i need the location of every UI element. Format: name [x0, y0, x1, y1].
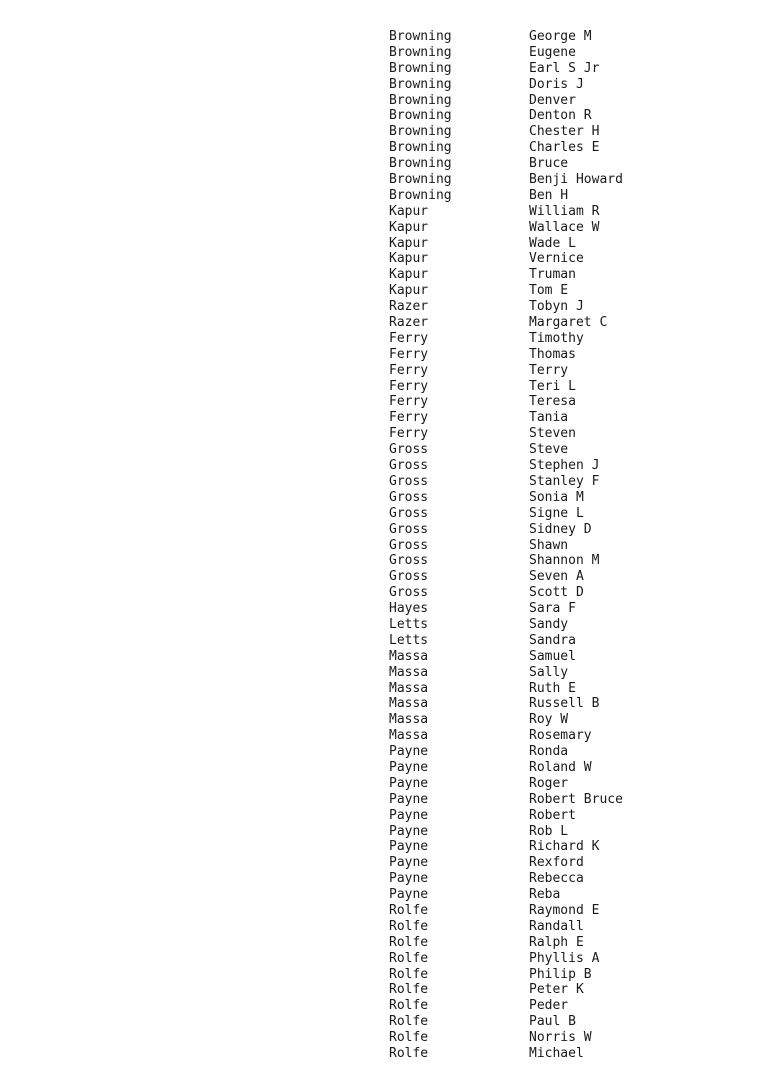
surname-text: Massa — [389, 680, 429, 696]
given-name-text: Robert — [529, 807, 576, 823]
surname-text: Rolfe — [389, 998, 429, 1014]
surname-text: Massa — [389, 728, 429, 744]
surname-text: Payne — [389, 807, 429, 823]
surname-text: Browning — [389, 44, 452, 60]
given-name-text: Richard K — [529, 839, 600, 855]
given-name-text: Raymond E — [529, 902, 600, 918]
given-name-text: Robert Bruce — [529, 791, 623, 807]
given-name-text: Randall — [529, 918, 584, 934]
surname-text: Browning — [389, 172, 452, 188]
given-name-text: Rebecca — [529, 871, 584, 887]
surname-text: Ferry — [389, 362, 429, 378]
surname-text: Massa — [389, 712, 429, 728]
surname-text: Browning — [389, 60, 452, 76]
given-name-text: Steve — [529, 442, 569, 458]
surname-text: Letts — [389, 632, 429, 648]
given-name-text: Steven — [529, 426, 576, 442]
surname-text: Gross — [389, 553, 429, 569]
surname-text: Kapur — [389, 251, 429, 267]
given-name-text: Stephen J — [529, 458, 600, 474]
given-name-text: Rosemary — [529, 728, 592, 744]
surname-text: Ferry — [389, 426, 429, 442]
surname-text: Kapur — [389, 283, 429, 299]
given-name-text: Sonia M — [529, 489, 584, 505]
surname-text: Ferry — [389, 330, 429, 346]
given-name-text: Doris J — [529, 76, 584, 92]
surname-text: Massa — [389, 664, 429, 680]
surname-text: Gross — [389, 505, 429, 521]
surname-text: Gross — [389, 569, 429, 585]
surname-text: Rolfe — [389, 966, 429, 982]
surname-text: Ferry — [389, 378, 429, 394]
given-name-text: Sara F — [529, 601, 576, 617]
surname-text: Payne — [389, 855, 429, 871]
given-name-text: Signe L — [529, 505, 584, 521]
given-name-text: Terry — [529, 362, 569, 378]
given-name-text: Phyllis A — [529, 950, 600, 966]
surname-text: Payne — [389, 775, 429, 791]
given-name-text: Teri L — [529, 378, 576, 394]
given-name-text: Michael — [529, 1046, 584, 1061]
given-name-text: Seven A — [529, 569, 584, 585]
given-name-text: Ben H — [529, 187, 569, 203]
given-name-text: Ronda — [529, 744, 569, 760]
given-name-text: Peder — [529, 998, 569, 1014]
given-name-text: Eugene — [529, 44, 576, 60]
surname-text: Browning — [389, 156, 452, 172]
given-name-text: Wallace W — [529, 219, 600, 235]
given-name-text: Sandra — [529, 632, 576, 648]
surname-text: Gross — [389, 442, 429, 458]
surname-text: Payne — [389, 871, 429, 887]
surname-text: Kapur — [389, 235, 429, 251]
surname-text: Payne — [389, 744, 429, 760]
given-name-text: Stanley F — [529, 473, 600, 489]
surname-text: Kapur — [389, 203, 429, 219]
surname-text: Ferry — [389, 410, 429, 426]
given-name-text: Paul B — [529, 1014, 576, 1030]
given-name-text: Wade L — [529, 235, 576, 251]
surname-text: Letts — [389, 616, 429, 632]
surname-text: Payne — [389, 791, 429, 807]
given-name-text: Philip B — [529, 966, 592, 982]
surname-text: Payne — [389, 839, 429, 855]
given-name-text: Norris W — [529, 1030, 592, 1046]
surname-text: Rolfe — [389, 950, 429, 966]
given-name-text: Ruth E — [529, 680, 576, 696]
given-name-text: Scott D — [529, 585, 584, 601]
surname-text: Payne — [389, 823, 429, 839]
given-name-text: Vernice — [529, 251, 584, 267]
surname-text: Gross — [389, 489, 429, 505]
given-name-text: Benji Howard — [529, 172, 623, 188]
surname-text: Browning — [389, 108, 452, 124]
given-name-text: Timothy — [529, 330, 584, 346]
surname-text: Kapur — [389, 219, 429, 235]
given-name-text: Chester H — [529, 124, 600, 140]
given-name-text: Rexford — [529, 855, 584, 871]
surname-text: Browning — [389, 140, 452, 156]
surname-text: Ferry — [389, 394, 429, 410]
surname-text: Rolfe — [389, 982, 429, 998]
given-name-text: Tom E — [529, 283, 569, 299]
given-name-text: Ralph E — [529, 934, 584, 950]
given-name-text: Sidney D — [529, 521, 592, 537]
given-name-text: Truman — [529, 267, 576, 283]
surname-text: Rolfe — [389, 902, 429, 918]
surname-text: Rolfe — [389, 934, 429, 950]
given-name-text: Russell B — [529, 696, 600, 712]
given-name-text: Margaret C — [529, 315, 608, 331]
surname-text: Rolfe — [389, 1014, 429, 1030]
surname-text: Gross — [389, 537, 429, 553]
surname-text: Browning — [389, 187, 452, 203]
surname-text: Browning — [389, 76, 452, 92]
given-name-text: Shannon M — [529, 553, 600, 569]
given-name-text: Peter K — [529, 982, 584, 998]
given-name-text: Sally — [529, 664, 569, 680]
given-name-text: Roland W — [529, 759, 592, 775]
surname-text: Razer — [389, 299, 429, 315]
surname-text: Gross — [389, 458, 429, 474]
given-name-text: Denver — [529, 92, 576, 108]
surname-text: Rolfe — [389, 1030, 429, 1046]
given-name-text: Tobyn J — [529, 299, 584, 315]
surname-text: Rolfe — [389, 918, 429, 934]
surname-text: Hayes — [389, 601, 429, 617]
given-name-text: Teresa — [529, 394, 576, 410]
surname-text: Razer — [389, 315, 429, 331]
surname-text: Rolfe — [389, 1046, 429, 1061]
surname-text: Gross — [389, 585, 429, 601]
given-name-text: Tania — [529, 410, 569, 426]
surname-text: Browning — [389, 29, 452, 44]
surname-text: Gross — [389, 521, 429, 537]
given-name-text: Reba — [529, 887, 561, 903]
given-name-text: Sandy — [529, 616, 569, 632]
surname-text: Browning — [389, 124, 452, 140]
given-name-text: Denton R — [529, 108, 592, 124]
given-name-text: Thomas — [529, 346, 576, 362]
surname-text: Ferry — [389, 346, 429, 362]
given-name-text: George M — [529, 29, 592, 44]
given-name-text: Roger — [529, 775, 569, 791]
given-name-text: Roy W — [529, 712, 569, 728]
surname-text: Browning — [389, 92, 452, 108]
surname-text: Gross — [389, 473, 429, 489]
given-name-text: Earl S Jr — [529, 60, 600, 76]
given-name-text: Shawn — [529, 537, 569, 553]
given-name-text: William R — [529, 203, 600, 219]
given-name-text: Bruce — [529, 156, 569, 172]
given-name-text: Rob L — [529, 823, 569, 839]
surname-text: Massa — [389, 648, 429, 664]
given-name-text: Samuel — [529, 648, 576, 664]
surname-text: Kapur — [389, 267, 429, 283]
surname-text: Payne — [389, 759, 429, 775]
given-name-text: Charles E — [529, 140, 600, 156]
surname-text: Payne — [389, 887, 429, 903]
surname-text: Massa — [389, 696, 429, 712]
